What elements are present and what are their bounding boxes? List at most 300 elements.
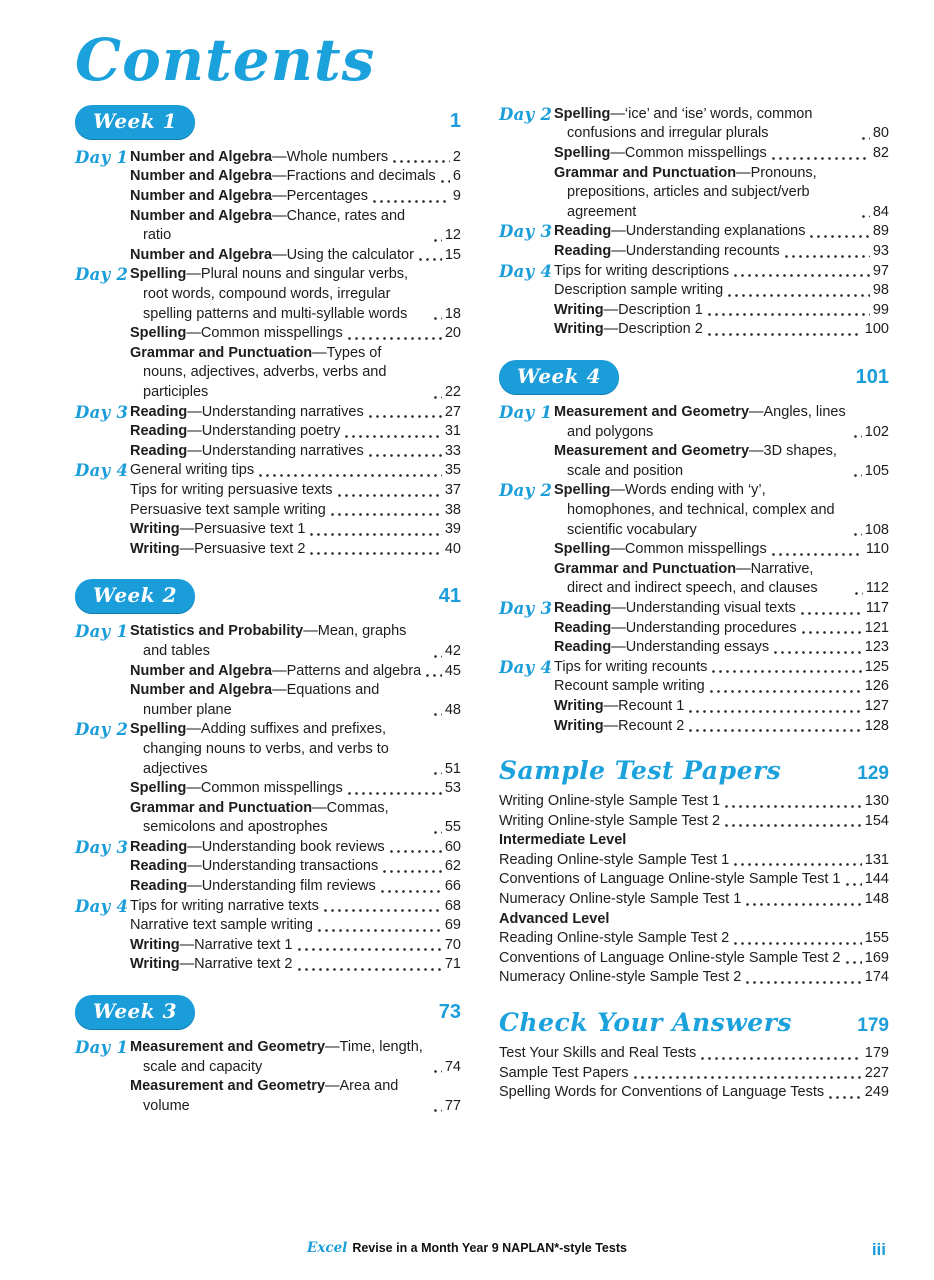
- toc-entry-text: Number and Algebra—Whole numbers: [130, 148, 389, 165]
- dot-leader: [708, 333, 862, 336]
- toc-page-number: 121: [864, 619, 889, 636]
- toc-entry-category: Intermediate Level: [499, 832, 627, 849]
- day-group: [75, 720, 461, 838]
- toc-page-number: 70: [444, 936, 461, 953]
- toc-entry-category: Number and Algebra: [130, 246, 273, 263]
- toc-entry-text: Statistics and Probability—Mean, graphs and tables: [130, 623, 407, 659]
- dot-leader: [846, 961, 862, 964]
- day-items: [130, 265, 461, 402]
- toc-entry-text: Grammar and Punctuation—Types of nouns, adjectives, adverbs, verbs and participles: [130, 344, 387, 401]
- toc-page-number: 131: [864, 851, 889, 868]
- footer: [0, 1240, 934, 1256]
- toc-entry: [130, 167, 461, 187]
- toc-entry-text: Sample Test Papers: [499, 1064, 629, 1081]
- toc-entry: [130, 207, 461, 246]
- toc-page-number: 97: [872, 262, 889, 279]
- toc-page-number: 51: [444, 760, 461, 777]
- day-label: Day 2: [499, 481, 553, 501]
- toc-entry-text: Test Your Skills and Real Tests: [499, 1045, 697, 1062]
- toc-entry: [130, 720, 461, 779]
- day-label: Day 2: [75, 720, 129, 740]
- day-items: [130, 897, 461, 975]
- dot-leader: [434, 713, 442, 716]
- toc-entry: [554, 144, 889, 164]
- week-heading: [75, 995, 461, 1029]
- day-items: [554, 481, 889, 599]
- toc-page-number: 6: [452, 168, 461, 185]
- dot-leader: [348, 792, 442, 795]
- day-group: [75, 403, 461, 462]
- day-group: [499, 403, 889, 481]
- dot-leader: [746, 903, 861, 906]
- dot-leader: [701, 1057, 862, 1060]
- toc-entry-category: Reading: [554, 639, 612, 656]
- toc-entry-text: Conventions of Language Online-style Sample Test 2: [499, 949, 841, 966]
- toc-entry-text: Spelling—‘ice’ and ‘ise’ words, common confusions and irregular plurals: [554, 105, 813, 142]
- toc-entry-text: Reading—Understanding narratives: [130, 403, 364, 420]
- toc-entry-text: Writing—Persuasive text 2: [130, 540, 306, 557]
- dot-leader: [434, 831, 442, 834]
- dot-leader: [712, 670, 861, 673]
- toc-entry-text: Description sample writing: [554, 282, 724, 299]
- toc-entry-text: Grammar and Punctuation—Commas, semicolons and apostrophes: [130, 799, 389, 836]
- toc-entry-category: Writing: [554, 697, 604, 714]
- section-title: Sample Test Papers: [499, 756, 782, 786]
- toc-page-number: 33: [444, 442, 461, 459]
- day-group: [75, 265, 461, 402]
- toc-entry-text: Number and Algebra—Fractions and decimals: [130, 168, 436, 185]
- toc-entry-category: Measurement and Geometry: [554, 443, 750, 460]
- toc-entry-category: Spelling: [554, 145, 611, 162]
- toc-entry: [554, 222, 889, 242]
- toc-page-number: 126: [864, 678, 889, 695]
- week-heading: [75, 105, 461, 139]
- day-items: [130, 1038, 461, 1116]
- toc-page-number: 93: [872, 243, 889, 260]
- toc-page-number: 18: [444, 305, 461, 322]
- toc-entry: [130, 422, 461, 442]
- dot-leader: [785, 255, 870, 258]
- toc-page-number: 22: [444, 384, 461, 401]
- toc-entry-text: Spelling—Adding suffixes and prefixes, changing nouns to verbs, and verbs to adjectives: [130, 721, 389, 777]
- dot-leader: [345, 435, 442, 438]
- toc-page-number: 69: [444, 917, 461, 934]
- toc-entry: [554, 638, 889, 658]
- toc-entry-category: Reading: [130, 878, 188, 895]
- toc-entry-text: Spelling—Common misspellings: [554, 541, 767, 558]
- dot-leader: [441, 180, 450, 183]
- toc-entry: [130, 344, 461, 403]
- dot-leader: [846, 883, 862, 886]
- toc-page-number: 154: [864, 812, 889, 829]
- toc-entry-category: Reading: [554, 243, 612, 260]
- dot-leader: [689, 710, 862, 713]
- toc-entry: [130, 187, 461, 207]
- dot-leader: [710, 690, 862, 693]
- toc-columns: [75, 105, 889, 1117]
- toc-entry-category: Reading: [130, 838, 188, 855]
- toc-page-number: 100: [864, 321, 889, 338]
- toc-page-number: 117: [865, 599, 889, 616]
- toc-entry-category: Number and Algebra: [130, 207, 273, 224]
- week-page-number: 101: [855, 365, 889, 388]
- toc-entry-text: Reading—Understanding essays: [554, 639, 770, 656]
- toc-page-number: 74: [444, 1058, 461, 1075]
- day-group: [499, 658, 889, 736]
- day-items: [130, 461, 461, 559]
- toc-entry-category: Number and Algebra: [130, 168, 273, 185]
- day-group: [75, 461, 461, 559]
- day-label: Day 3: [499, 598, 553, 618]
- toc-entry: [499, 910, 889, 930]
- left-column: [75, 105, 461, 1117]
- toc-entry: [499, 968, 889, 988]
- section-title: Check Your Answers: [499, 1008, 792, 1038]
- toc-page-number: 12: [444, 227, 461, 244]
- toc-entry-text: Reading—Understanding explanations: [554, 223, 806, 240]
- toc-entry: [130, 1038, 461, 1077]
- dot-leader: [348, 337, 442, 340]
- dot-leader: [298, 948, 442, 951]
- toc-entry-category: Advanced Level: [499, 910, 610, 927]
- toc-page-number: 53: [444, 780, 461, 797]
- day-items: [554, 658, 889, 736]
- toc-entry: [499, 831, 889, 851]
- toc-entry-category: Measurement and Geometry: [130, 1039, 326, 1056]
- toc-entry: [130, 442, 461, 462]
- toc-page-number: 15: [444, 246, 461, 263]
- day-items: [554, 262, 889, 340]
- dot-leader: [689, 729, 862, 732]
- toc-entry-category: Reading: [130, 403, 188, 420]
- toc-entry-category: Grammar and Punctuation: [130, 344, 313, 361]
- toc-page-number: 123: [864, 639, 889, 656]
- toc-entry: [130, 622, 461, 661]
- toc-entry-text: Writing Online-style Sample Test 1: [499, 793, 721, 810]
- toc-page-number: 77: [444, 1097, 461, 1114]
- dot-leader: [862, 137, 870, 140]
- dot-leader: [725, 824, 862, 827]
- toc-page-number: 39: [444, 521, 461, 538]
- toc-page-number: 80: [872, 125, 889, 142]
- toc-entry: [554, 262, 889, 282]
- day-label: Day 4: [75, 461, 129, 481]
- day-items: [130, 838, 461, 897]
- toc-page-number: 227: [864, 1064, 889, 1081]
- toc-entry-text: Writing—Narrative text 2: [130, 956, 293, 973]
- toc-entry: [130, 461, 461, 481]
- dot-leader: [381, 890, 442, 893]
- toc-entry-text: Number and Algebra—Chance, rates and ratio: [130, 207, 406, 244]
- toc-entry-text: Writing—Recount 2: [554, 717, 685, 734]
- day-items: [554, 222, 889, 261]
- footer-brand: Excel: [307, 1240, 348, 1256]
- section-heading: [499, 1008, 889, 1037]
- week-badge: Week 3: [75, 995, 195, 1029]
- toc-entry-text: Spelling—Common misspellings: [554, 145, 767, 162]
- toc-entry: [554, 242, 889, 262]
- day-group: [499, 481, 889, 599]
- toc-entry-text: Recount sample writing: [554, 678, 705, 695]
- week-badge: Week 4: [499, 360, 619, 394]
- toc-page-number: 48: [444, 701, 461, 718]
- section-items: [499, 1044, 889, 1103]
- dot-leader: [802, 631, 862, 634]
- day-group: [499, 599, 889, 658]
- toc-entry-category: Statistics and Probability: [130, 623, 304, 640]
- toc-entry: [554, 599, 889, 619]
- toc-entry-text: Spelling—Plural nouns and singular verbs, root words, compound words, irregular spelling patterns and multi-syllable words: [130, 266, 409, 322]
- toc-entry: [499, 949, 889, 969]
- toc-entry-text: Tips for writing persuasive texts: [130, 481, 333, 498]
- toc-entry-category: Writing: [130, 540, 180, 557]
- dot-leader: [310, 533, 441, 536]
- dot-leader: [434, 655, 442, 658]
- day-label: Day 1: [75, 622, 129, 642]
- toc-entry: [499, 870, 889, 890]
- toc-entry-text: Reading—Understanding film reviews: [130, 878, 376, 895]
- toc-entry-category: Spelling: [130, 780, 187, 797]
- toc-entry: [499, 890, 889, 910]
- toc-entry-text: Tips for writing descriptions: [554, 262, 730, 279]
- week-page-number: 1: [449, 110, 461, 133]
- toc-entry: [130, 501, 461, 521]
- toc-page-number: 82: [872, 145, 889, 162]
- toc-entry-text: Reading—Understanding book reviews: [130, 838, 385, 855]
- toc-entry-text: Spelling—Words ending with ‘y’, homophones, and technical, complex and scientific vocabulary: [554, 482, 835, 538]
- toc-page-number: 9: [452, 188, 461, 205]
- dot-leader: [338, 494, 442, 497]
- toc-entry: [554, 481, 889, 540]
- toc-page-number: 71: [444, 956, 461, 973]
- section-heading: [499, 756, 889, 785]
- toc-page-number: 144: [864, 871, 889, 888]
- day-label: Day 1: [499, 403, 553, 423]
- toc-entry-category: Measurement and Geometry: [130, 1078, 326, 1095]
- toc-entry-text: Tips for writing narrative texts: [130, 897, 319, 914]
- toc-entry-text: Spelling—Common misspellings: [130, 780, 343, 797]
- toc-page-number: 40: [444, 540, 461, 557]
- toc-entry-text: Measurement and Geometry—Area and volume: [130, 1078, 399, 1114]
- toc-entry-category: Spelling: [554, 541, 611, 558]
- toc-entry: [130, 857, 461, 877]
- toc-entry-category: Reading: [554, 619, 612, 636]
- toc-entry: [130, 799, 461, 838]
- week-heading: [75, 579, 461, 613]
- section-page-number: 129: [857, 763, 889, 785]
- toc-entry-text: Number and Algebra—Percentages: [130, 188, 368, 205]
- toc-page-number: 66: [444, 878, 461, 895]
- dot-leader: [373, 200, 450, 203]
- toc-entry: [130, 1077, 461, 1116]
- toc-entry-category: Reading: [130, 442, 188, 459]
- toc-page-number: 89: [872, 223, 889, 240]
- day-items: [554, 403, 889, 481]
- toc-entry: [554, 164, 889, 223]
- toc-entry-category: Writing: [130, 521, 180, 538]
- toc-entry: [130, 403, 461, 423]
- dot-leader: [318, 929, 442, 932]
- toc-page-number: 249: [864, 1084, 889, 1101]
- toc-entry-category: Writing: [130, 936, 180, 953]
- toc-entry: [554, 677, 889, 697]
- toc-entry: [130, 936, 461, 956]
- dot-leader: [862, 215, 870, 218]
- toc-entry-category: Number and Algebra: [130, 188, 273, 205]
- day-label: Day 3: [75, 837, 129, 857]
- day-group: [499, 105, 889, 223]
- toc-entry-text: Measurement and Geometry—Time, length, scale and capacity: [130, 1039, 423, 1075]
- day-label: Day 3: [499, 222, 553, 242]
- toc-entry-text: Number and Algebra—Using the calculator: [130, 246, 414, 263]
- toc-entry: [554, 619, 889, 639]
- toc-entry-text: Reading Online-style Sample Test 2: [499, 930, 730, 947]
- toc-entry: [554, 560, 889, 599]
- toc-entry-text: Spelling Words for Conventions of Language Tests: [499, 1084, 825, 1101]
- toc-entry-category: Spelling: [554, 105, 611, 122]
- toc-entry-category: Spelling: [130, 266, 187, 283]
- toc-page-number: 108: [864, 521, 889, 538]
- toc-entry-text: Measurement and Geometry—Angles, lines and polygons: [554, 404, 846, 440]
- toc-page-number: 110: [865, 541, 889, 558]
- dot-leader: [854, 474, 862, 477]
- dot-leader: [434, 1070, 442, 1073]
- toc-entry: [499, 929, 889, 949]
- dot-leader: [369, 454, 442, 457]
- toc-entry-category: Grammar and Punctuation: [554, 560, 737, 577]
- toc-entry-category: Reading: [554, 599, 612, 616]
- toc-page-number: 105: [864, 462, 889, 479]
- dot-leader: [728, 294, 870, 297]
- day-group: [499, 222, 889, 261]
- toc-entry-text: Writing—Description 2: [554, 321, 703, 338]
- toc-entry-text: Writing—Description 1: [554, 301, 703, 318]
- toc-entry-text: Measurement and Geometry—3D shapes, scale and position: [554, 443, 837, 479]
- day-items: [130, 720, 461, 838]
- toc-entry: [130, 246, 461, 266]
- dot-leader: [434, 772, 442, 775]
- toc-entry-category: Reading: [130, 858, 188, 875]
- day-group: [75, 897, 461, 975]
- day-label: Day 1: [75, 147, 129, 167]
- toc-page-number: 148: [864, 891, 889, 908]
- toc-page-number: 27: [444, 403, 461, 420]
- toc-entry-text: Reading—Understanding transactions: [130, 858, 379, 875]
- day-label: Day 4: [499, 261, 553, 281]
- toc-entry: [130, 481, 461, 501]
- dot-leader: [734, 942, 862, 945]
- dot-leader: [393, 160, 450, 163]
- toc-entry: [130, 838, 461, 858]
- toc-entry: [554, 105, 889, 144]
- dot-leader: [810, 235, 869, 238]
- toc-page-number: 45: [444, 662, 461, 679]
- dot-leader: [434, 317, 442, 320]
- toc-entry-category: Reading: [130, 423, 188, 440]
- dot-leader: [854, 533, 862, 536]
- toc-page-number: 102: [864, 423, 889, 440]
- toc-page-number: 20: [444, 325, 461, 342]
- dot-leader: [801, 612, 863, 615]
- dot-leader: [324, 909, 442, 912]
- toc-page-number: 84: [872, 203, 889, 220]
- toc-entry-category: Number and Algebra: [130, 662, 273, 679]
- day-label: Day 4: [75, 896, 129, 916]
- toc-page-number: 37: [444, 481, 461, 498]
- toc-entry: [554, 320, 889, 340]
- toc-page-number: 35: [444, 462, 461, 479]
- dot-leader: [708, 313, 870, 316]
- toc-entry-text: Tips for writing recounts: [554, 658, 708, 675]
- dot-leader: [772, 157, 870, 160]
- dot-leader: [829, 1096, 862, 1099]
- toc-entry-category: Measurement and Geometry: [554, 404, 750, 421]
- toc-entry-category: Writing: [130, 956, 180, 973]
- toc-entry-text: Writing Online-style Sample Test 2: [499, 812, 721, 829]
- toc-page-number: 68: [444, 897, 461, 914]
- day-items: [130, 403, 461, 462]
- toc-entry: [130, 265, 461, 324]
- toc-entry-text: Numeracy Online-style Sample Test 1: [499, 891, 742, 908]
- toc-page-number: 174: [864, 969, 889, 986]
- dot-leader: [369, 415, 442, 418]
- toc-entry-text: Reading—Understanding poetry: [130, 423, 341, 440]
- toc-entry: [130, 897, 461, 917]
- day-group: [75, 148, 461, 266]
- toc-entry: [499, 812, 889, 832]
- toc-entry: [554, 442, 889, 481]
- toc-entry: [130, 916, 461, 936]
- toc-entry-category: Writing: [554, 717, 604, 734]
- day-label: Day 3: [75, 402, 129, 422]
- dot-leader: [725, 805, 862, 808]
- toc-entry: [554, 281, 889, 301]
- toc-entry-category: Spelling: [554, 482, 611, 499]
- toc-entry-text: Reading Online-style Sample Test 1: [499, 851, 730, 868]
- toc-page-number: 31: [444, 423, 461, 440]
- toc-entry-category: Number and Algebra: [130, 682, 273, 699]
- toc-entry-category: Grammar and Punctuation: [130, 799, 313, 816]
- right-column: [499, 105, 889, 1103]
- toc-entry-text: General writing tips: [130, 462, 255, 479]
- toc-page-number: 38: [444, 501, 461, 518]
- footer-title: Revise in a Month Year 9 NAPLAN*-style Tests: [352, 1241, 627, 1255]
- week-heading: [499, 360, 889, 394]
- toc-page-number: 98: [872, 282, 889, 299]
- toc-entry-text: Reading—Understanding visual texts: [554, 599, 796, 616]
- toc-page-number: 127: [864, 697, 889, 714]
- dot-leader: [734, 274, 870, 277]
- toc-entry: [130, 662, 461, 682]
- section-items: [499, 792, 889, 988]
- page-number: iii: [871, 1240, 886, 1259]
- dot-leader: [310, 552, 441, 555]
- toc-page-number: 169: [864, 949, 889, 966]
- toc-entry: [130, 877, 461, 897]
- toc-entry: [554, 717, 889, 737]
- dot-leader: [390, 850, 442, 853]
- dot-leader: [259, 474, 442, 477]
- day-label: Day 2: [499, 104, 553, 124]
- day-items: [130, 148, 461, 266]
- toc-entry: [554, 540, 889, 560]
- toc-entry-text: Grammar and Punctuation—Pronouns, prepositions, articles and subject/verb agreement: [554, 164, 817, 220]
- day-label: Day 4: [499, 657, 553, 677]
- toc-entry-text: Number and Algebra—Patterns and algebra: [130, 662, 422, 679]
- toc-entry: [130, 520, 461, 540]
- toc-entry-category: Grammar and Punctuation: [554, 164, 737, 181]
- day-group: [75, 1038, 461, 1116]
